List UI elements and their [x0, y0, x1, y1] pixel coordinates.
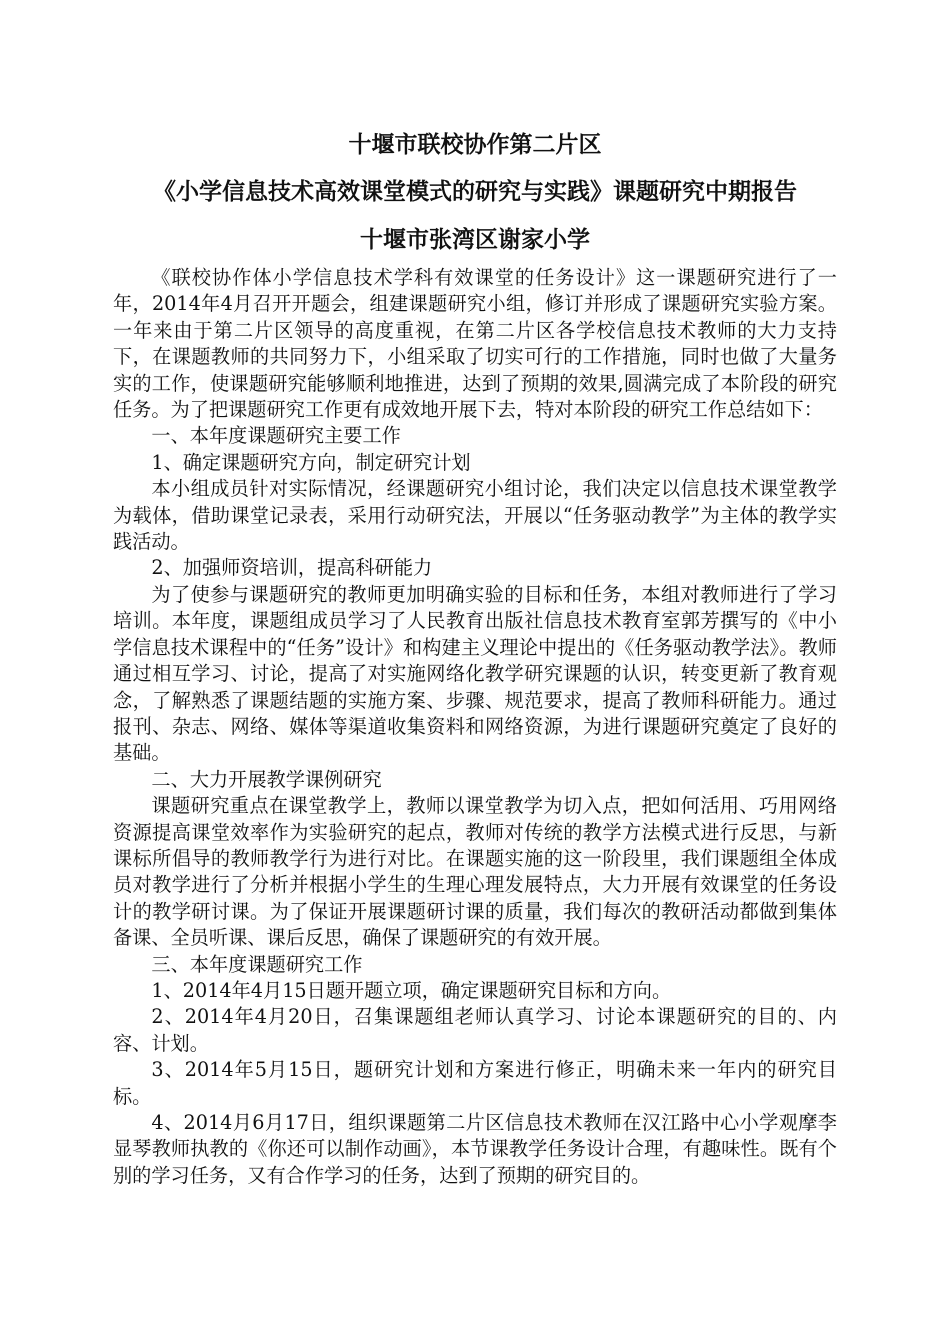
section-heading-3: 三、本年度课题研究工作: [151, 952, 363, 976]
report-title-line-1: 十堰市联校协作第二片区: [348, 132, 602, 158]
list-item: 2、2014年4月20日，召集课题组老师认真学习、讨论本课题研究的目的、内容、计划。: [113, 1005, 837, 1055]
report-title-line-2: 《小学信息技术高效课堂模式的研究与实践》课题研究中期报告: [153, 179, 797, 205]
section-heading-2: 二、大力开展教学课例研究: [151, 767, 382, 791]
paragraph: 本小组成员针对实际情况，经课题研究小组讨论，我们决定以信息技术课堂教学为载体，借助课堂记录表，采用行动研究法，开展以“任务驱动教学”为主体的教学实践活动。: [113, 477, 837, 554]
report-title-school: 十堰市张湾区谢家小学: [360, 227, 590, 253]
paragraph-intro: 《联校协作体小学信息技术学科有效课堂的任务设计》这一课题研究进行了一年，2014年4月召开开题会，组建课题研究小组，修订并形成了课题研究实验方案。一年来由于第二片区领导的高度重视，在第二片区各学校信息技术教师的大力支持下，在课题教师的共同努力下，小组采取了切实可行的工作措施，同时也做了大量务实的工作，使课题研究能够顺利地推进，达到了预期的效果,圆满完成了本阶段的研究任务。为了把课题研究工作更有成效地开展下去，特对本阶段的研究工作总结如下：: [113, 266, 837, 422]
list-item: 1、2014年4月15日题开题立项，确定课题研究目标和方向。: [151, 978, 672, 1002]
section-heading-1: 一、本年度课题研究主要工作: [151, 424, 401, 448]
subheading-1-1: 1、确定课题研究方向，制定研究计划: [151, 450, 471, 474]
list-item: 3、2014年5月15日，题研究计划和方案进行修正，明确未来一年内的研究目标。: [113, 1058, 837, 1108]
paragraph: 为了使参与课题研究的教师更加明确实验的目标和任务，本组对教师进行了学习培训。本年度，课题组成员学习了人民教育出版社信息技术教育室郭芳撰写的《中小学信息技术课程中的“任务”设计》和构建主义理论中提出的《任务驱动教学法》。教师通过相互学习、讨论，提高了对实施网络化教学研究课题的认识，转变更新了教育观念，了解熟悉了课题结题的实施方案、步骤、规范要求，提高了教师科研能力。通过报刊、杂志、网络、媒体等渠道收集资料和网络资源，为进行课题研究奠定了良好的基础。: [113, 582, 837, 765]
paragraph: 课题研究重点在课堂教学上，教师以课堂教学为切入点，把如何活用、巧用网络资源提高课堂效率作为实验研究的起点，教师对传统的教学方法模式进行反思，与新课标所倡导的教师教学行为进行对比。在课题实施的这一阶段里，我们课题组全体成员对教学进行了分析并根据小学生的生理心理发展特点，大力开展有效课堂的任务设计的教学研讨课。为了保证开展课题研讨课的质量，我们每次的教研活动都做到集体备课、全员听课、课后反思，确保了课题研究的有效开展。: [113, 794, 837, 950]
report-body: [113, 265, 837, 1189]
list-item: 4、2014月6月17日，组织课题第二片区信息技术教师在汉江路中心小学观摩李显琴教师执教的《你还可以制作动画》，本节课教学任务设计合理，有趣味性。既有个别的学习任务，又有合作学习的任务，达到了预期的研究目的。: [113, 1111, 837, 1187]
subheading-1-2: 2、加强师资培训，提高科研能力: [151, 556, 433, 580]
